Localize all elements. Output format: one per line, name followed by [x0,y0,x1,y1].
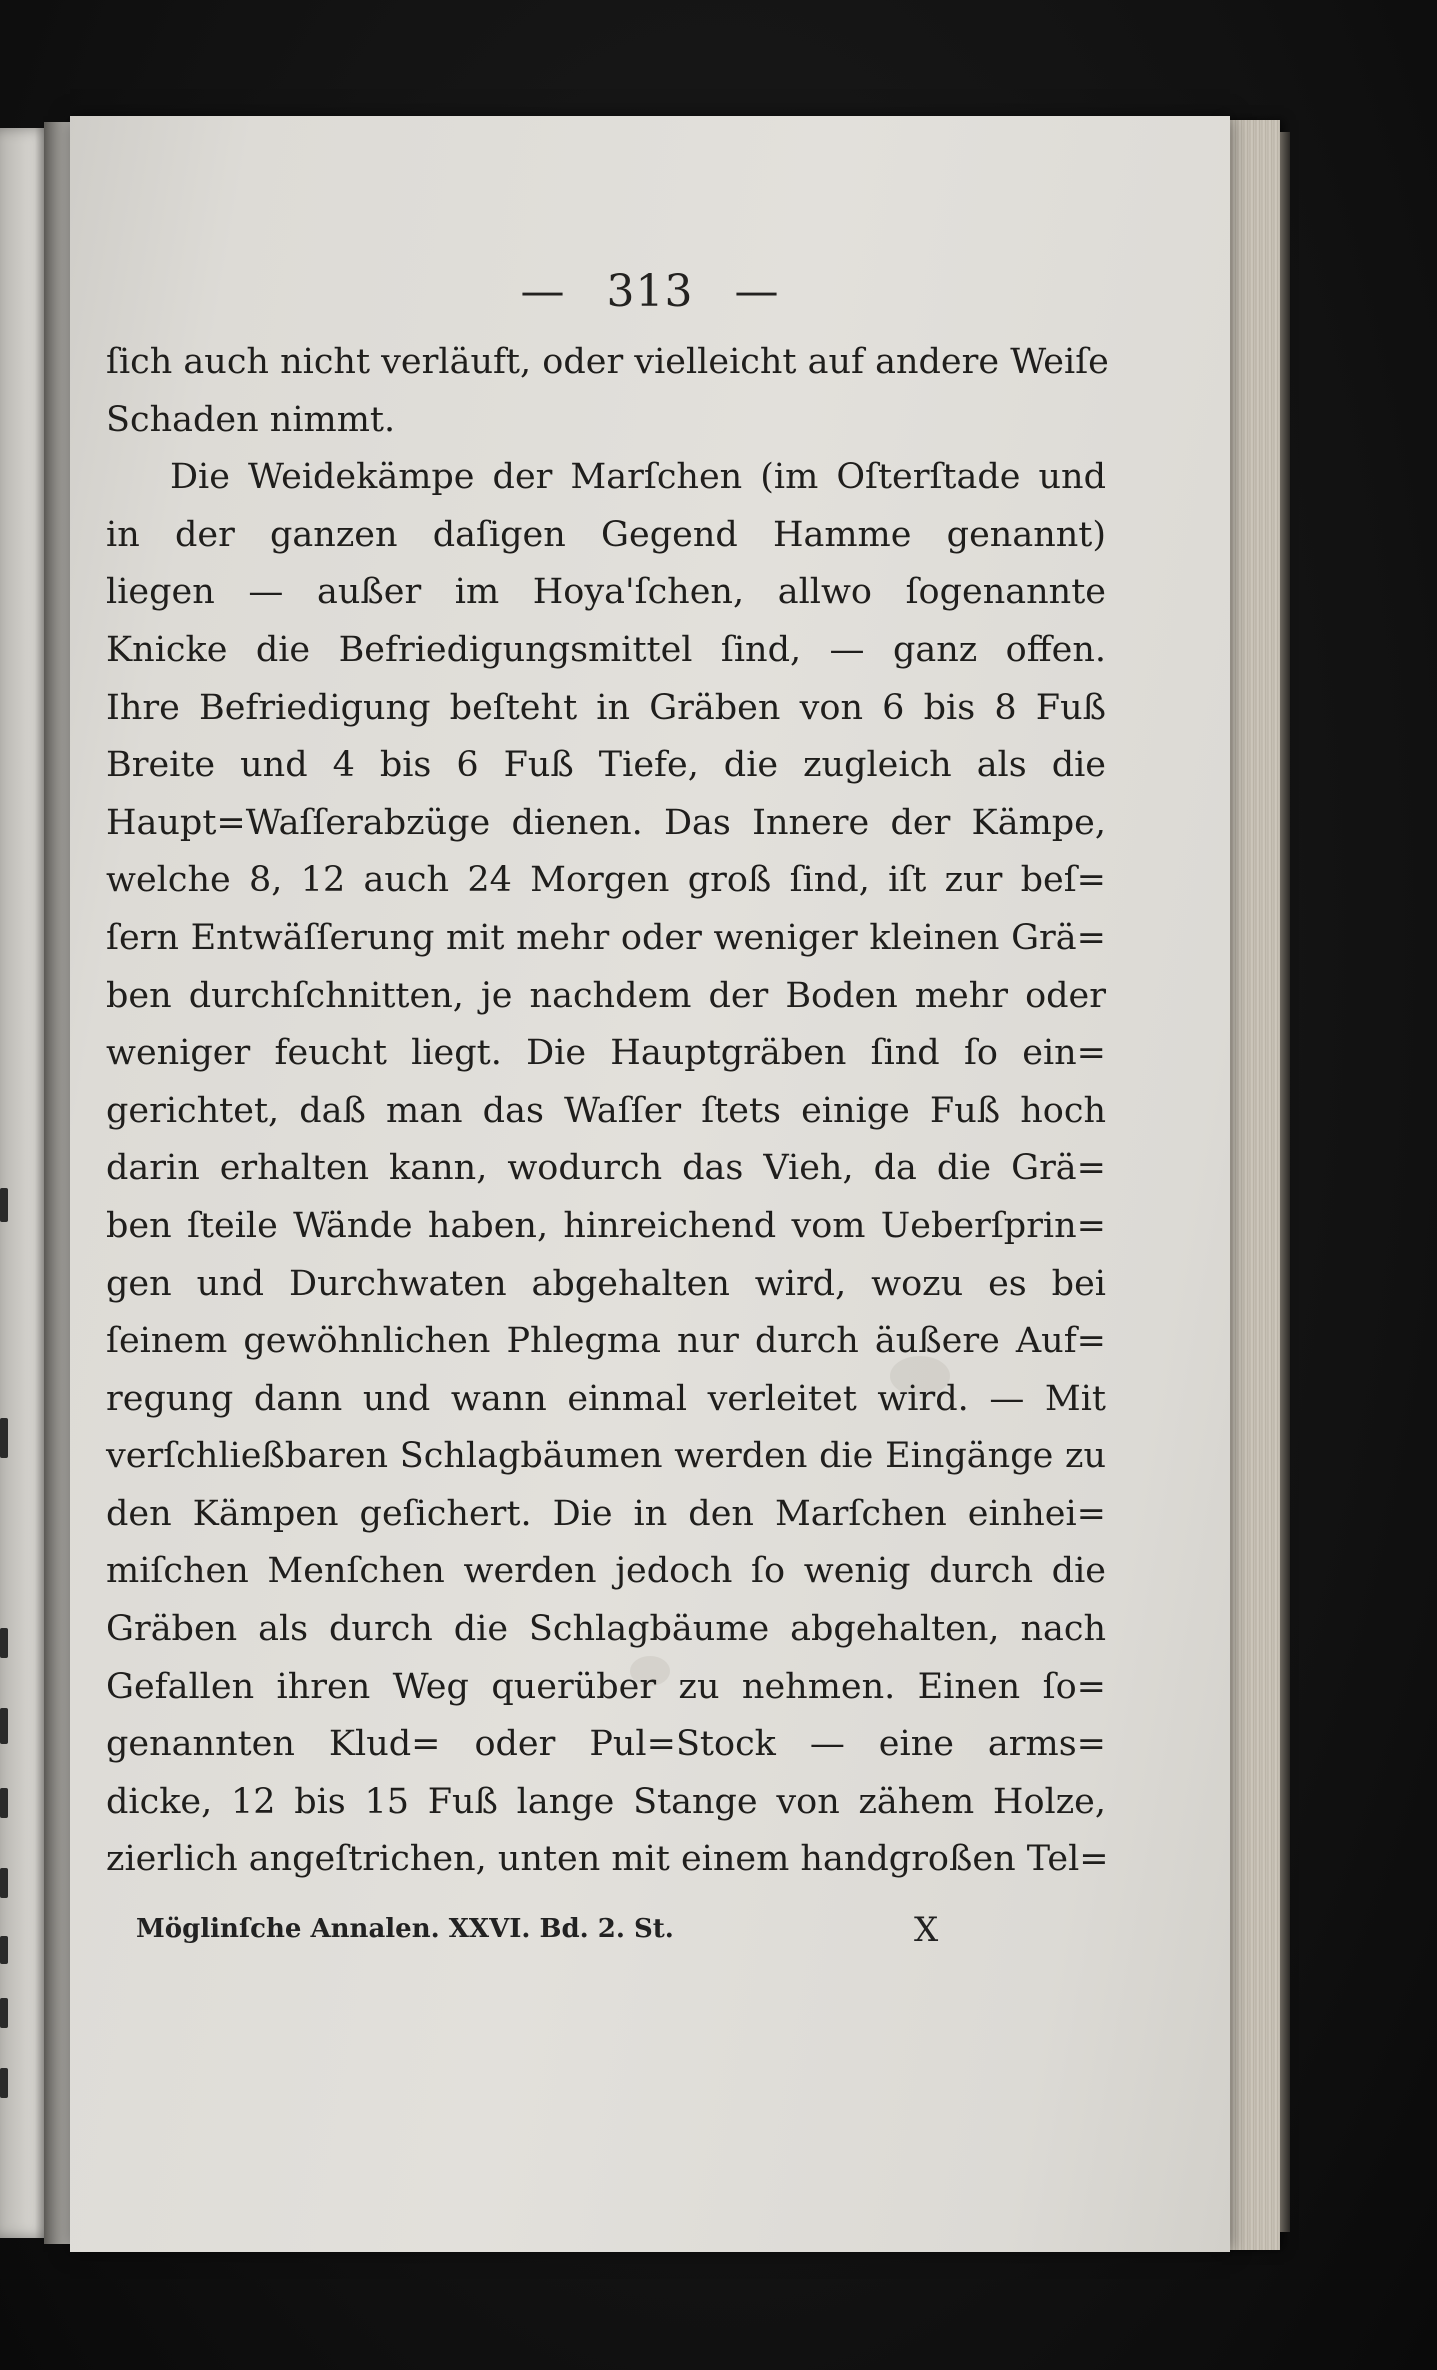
text-line: Gefallen ihren Weg querüber zu nehmen. Einen ſo= [106,1666,1106,1707]
text-line: weniger feucht liegt. Die Hauptgräben ſind ſo ein= [106,1033,1106,1074]
text-line: zierlich angeſtrichen, unten mit einem handgroßen Tel= [106,1839,1109,1880]
text-line: in der ganzen daſigen Gegend Hamme genannt) [106,514,1106,555]
text-line: gen und Durchwaten abgehalten wird, wozu es bei [106,1263,1106,1304]
header-dash-left: — [520,266,566,317]
source-line: Möglinſche Annalen. XXVI. Bd. 2. St. [136,1914,674,1944]
page-header [70,266,1230,317]
text-line: miſchen Menſchen werden jedoch ſo wenig durch die [106,1551,1106,1592]
text-line: dicke, 12 bis 15 Fuß lange Stange von zähem Holze, [106,1781,1106,1822]
text-line: ſern Entwäſſerung mit mehr oder weniger kleinen Grä= [106,917,1106,958]
page-footer [136,1910,996,1950]
text-line: gerichtet, daß man das Waſſer ſtets einige Fuß hoch [106,1090,1106,1131]
text-line: darin erhalten kann, wodurch das Vieh, da die Grä= [106,1148,1106,1189]
text-line: den Kämpen geſichert. Die in den Marſchen einhei= [106,1493,1106,1534]
text-line: Haupt=Waſſerabzüge dienen. Das Innere der Kämpe, [106,802,1106,843]
page-number: 313 [606,266,694,317]
text-line: welche 8, 12 auch 24 Morgen groß ſind, iſt zur beſ= [106,860,1106,901]
text-line: ben ſteile Wände haben, hinreichend vom Ueberſprin= [106,1205,1106,1246]
text-line: ben durchſchnitten, je nachdem der Boden mehr oder [106,975,1106,1016]
text-line: ſich auch nicht verläuft, oder vielleicht auf andere Weiſe [106,342,1109,382]
text-line: Die Weidekämpe der Marſchen (im Oſterſtade und [170,457,1106,498]
text-line: Ihre Befriedigung beſteht in Gräben von 6 bis 8 Fuß [106,687,1106,728]
book-page [70,116,1230,2252]
body-text [106,334,1109,1889]
text-line: Gräben als durch die Schlagbäume abgehalten, nach [106,1609,1106,1650]
header-dash-right: — [734,266,780,317]
text-line: verſchließbaren Schlagbäumen werden die Eingänge zu [106,1436,1106,1477]
text-line: liegen — außer im Hoya'ſchen, allwo ſogenannte [106,572,1106,613]
text-line: genannten Klud= oder Pul=Stock — eine arms= [106,1724,1106,1765]
text-line: Schaden nimmt. [106,399,396,440]
text-line: Breite und 4 bis 6 Fuß Tiefe, die zugleich als die [106,745,1106,786]
text-line: regung dann und wann einmal verleitet wird. — Mit [106,1378,1106,1419]
text-line: ſeinem gewöhnlichen Phlegma nur durch äußere Auf= [106,1321,1106,1362]
signature-mark: X [914,1910,939,1950]
facing-page-edge [0,128,50,2238]
text-line: Knicke die Befriedigungsmittel ſind, — ganz offen. [106,629,1106,670]
